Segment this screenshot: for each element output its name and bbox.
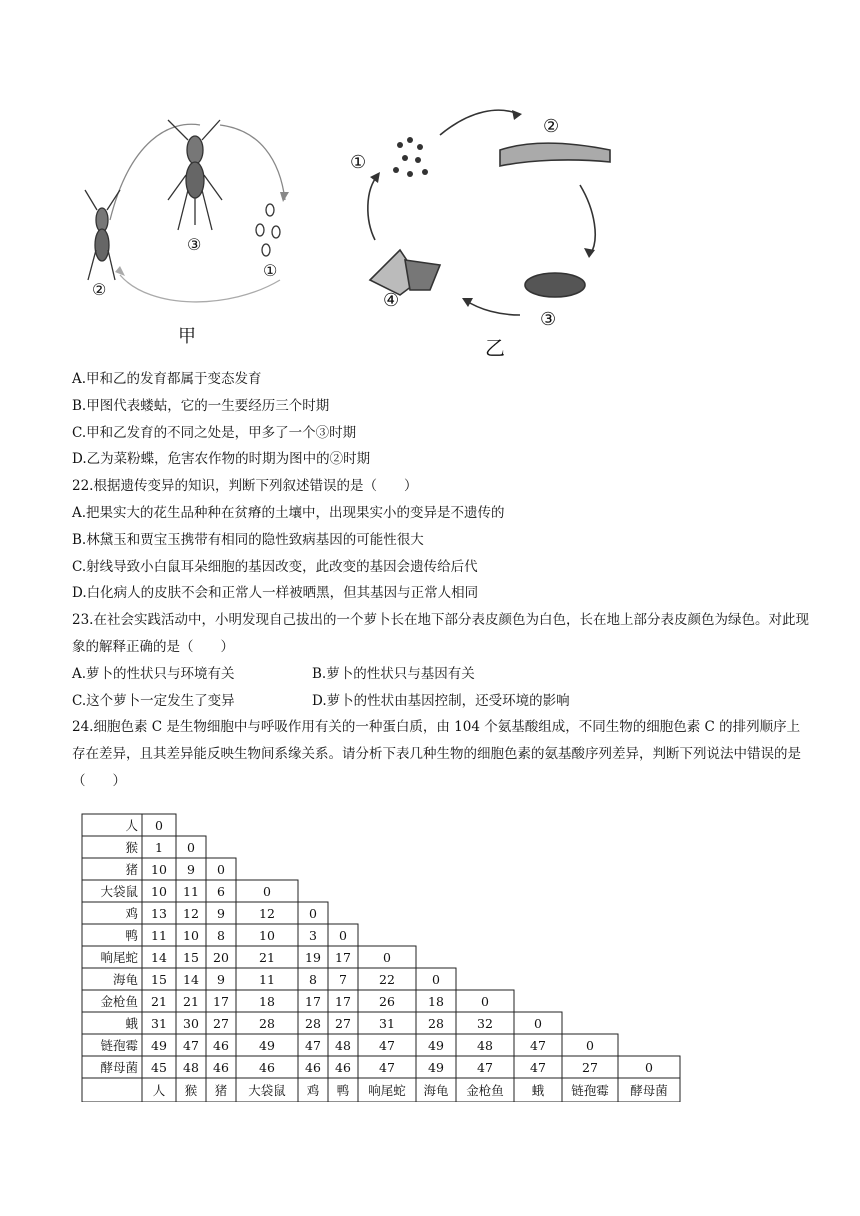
table-cell-value: 47 [477, 1060, 493, 1075]
figure-yi [368, 110, 610, 315]
q23-options-row-2 [72, 688, 812, 715]
table-col-header: 蛾 [531, 1083, 545, 1098]
table-cell-value: 49 [428, 1038, 444, 1053]
table-cell-value: 10 [151, 862, 167, 877]
table-cell-value: 27 [213, 1016, 229, 1031]
table-cell-value: 19 [305, 950, 321, 965]
table-cell-value: 15 [151, 972, 167, 987]
life-cycle-diagram [70, 80, 770, 365]
table-row-label: 人 [125, 818, 138, 833]
table-cell-value: 3 [309, 928, 317, 943]
table-cell-value: 0 [645, 1060, 653, 1075]
table-cell-value: 0 [432, 972, 440, 987]
table-cell-value: 27 [582, 1060, 598, 1075]
q21-option-a: A.甲和乙的发育都属于变态发育 [72, 371, 262, 387]
question-text [72, 366, 812, 795]
table-col-header: 海龟 [423, 1083, 449, 1098]
table-cell-value: 47 [305, 1038, 321, 1053]
table-cell-value: 13 [151, 906, 167, 921]
table-row-label: 酵母菌 [100, 1060, 138, 1075]
table-cell-value: 46 [335, 1060, 351, 1075]
pupa-icon [525, 273, 585, 297]
table-cell-value: 47 [379, 1038, 395, 1053]
table-cell-value: 31 [151, 1016, 167, 1031]
table-cell-value: 0 [217, 862, 225, 877]
table-col-header: 酵母菌 [630, 1083, 668, 1098]
table-cell-value: 47 [379, 1060, 395, 1075]
table-cell-value: 9 [217, 906, 225, 921]
table-cell-value: 46 [259, 1060, 275, 1075]
table-cell-value: 15 [183, 950, 199, 965]
table-cell-value: 0 [309, 906, 317, 921]
table-col-header: 人 [152, 1083, 166, 1098]
q23-stem: 23.在社会实践活动中，小明发现自己拔出的一个萝卜长在地下部分表皮颜色为白色，长在地上部分表皮颜色为绿色。对此现象的解释正确的是（ ） [72, 612, 809, 655]
q23-options-row-1 [72, 661, 812, 688]
table-cell-value: 48 [335, 1038, 351, 1053]
table-cell-value: 0 [155, 818, 163, 833]
table-col-header: 鸡 [306, 1083, 320, 1098]
stage-label-yi-4: ④ [383, 290, 400, 311]
q22-option-d: D.白化病人的皮肤不会和正常人一样被晒黑，但其基因与正常人相同 [72, 585, 479, 602]
q23-option-c: C.这个萝卜一定发生了变异 [72, 692, 235, 709]
table-cell-value: 7 [339, 972, 347, 987]
q22-option-c: C.射线导致小白鼠耳朵细胞的基因改变，此改变的基因会遗传给后代 [72, 558, 478, 575]
table-cell-value: 9 [187, 862, 195, 877]
table-cell-value: 22 [379, 972, 395, 987]
table-cell-value: 10 [183, 928, 199, 943]
table-cell-value: 47 [530, 1060, 546, 1075]
table-cell-value: 0 [263, 884, 271, 899]
table-row-label: 金枪鱼 [100, 994, 138, 1009]
butterfly-icon [370, 250, 440, 295]
q21-option-d: D.乙为菜粉蝶，危害农作物的时期为图中的②时期 [72, 451, 371, 468]
life-cycle-figures [70, 80, 770, 365]
table-cell-value: 11 [259, 972, 275, 987]
table-cell-value: 17 [335, 950, 351, 965]
table-cell-value: 21 [151, 994, 167, 1009]
table-cell-value: 48 [477, 1038, 493, 1053]
table-cell-value: 17 [305, 994, 321, 1009]
table-col-header: 猴 [184, 1083, 198, 1098]
q22-option-a: A.把果实大的花生品种种在贫瘠的土壤中，出现果实小的变异是不遗传的 [72, 504, 505, 521]
figure-jia [85, 120, 289, 302]
table-cell-value: 46 [213, 1038, 229, 1053]
eggs-icon [256, 204, 280, 256]
table-cell-value: 8 [217, 928, 225, 943]
table-cell-value: 0 [187, 840, 195, 855]
table-cell-value: 47 [183, 1038, 199, 1053]
table-cell-value: 1 [155, 840, 163, 855]
table-cell-value: 0 [383, 950, 391, 965]
table-cell-value: 14 [183, 972, 199, 987]
stage-label-jia-1: ① [263, 261, 278, 280]
stage-label-jia-3: ③ [187, 235, 202, 254]
table-cell-value: 28 [428, 1016, 444, 1031]
stage-label-yi-1: ① [350, 152, 367, 173]
table-cell-value: 49 [151, 1038, 167, 1053]
table-cell-value: 47 [530, 1038, 546, 1053]
table-row-label: 猴 [125, 840, 138, 855]
table-cell-value: 21 [183, 994, 199, 1009]
table-cell-value: 0 [481, 994, 489, 1009]
table-cell-value: 46 [213, 1060, 229, 1075]
table-col-header: 大袋鼠 [248, 1083, 286, 1098]
table-cell-value: 12 [259, 906, 275, 921]
table-cell-value: 48 [183, 1060, 199, 1075]
table-cell-value: 32 [477, 1016, 493, 1031]
table-row-label: 鸭 [125, 928, 138, 943]
table-cell-value: 11 [151, 928, 167, 943]
table-row-label: 链孢霉 [100, 1038, 138, 1053]
stage-label-yi-3: ③ [540, 309, 557, 330]
table-cell-value: 45 [151, 1060, 167, 1075]
q22-stem: 22.根据遗传变异的知识，判断下列叙述错误的是（ ） [72, 478, 418, 495]
table-cell-value: 49 [428, 1060, 444, 1075]
table-row-label: 响尾蛇 [100, 950, 138, 965]
figure-caption-jia: 甲 [178, 326, 196, 347]
table-cell-value: 46 [305, 1060, 321, 1075]
cytochrome-table-svg [78, 812, 708, 1102]
table-cell-value: 18 [259, 994, 275, 1009]
table-cell-value: 21 [259, 950, 275, 965]
table-cell-value: 10 [151, 884, 167, 899]
table-cell-value: 30 [183, 1016, 199, 1031]
stage-label-yi-2: ② [543, 116, 560, 137]
q21-option-c: C.甲和乙发育的不同之处是，甲多了一个③时期 [72, 424, 357, 441]
table-cell-value: 14 [151, 950, 167, 965]
table-row-label: 海龟 [112, 972, 138, 987]
table-cell-value: 12 [183, 906, 199, 921]
adult-cricket-icon [168, 120, 222, 230]
table-col-header: 链孢霉 [571, 1083, 609, 1098]
table-cell-value: 9 [217, 972, 225, 987]
table-corner-cell [82, 1078, 142, 1102]
table-col-header: 猪 [214, 1083, 228, 1098]
q22-option-b: B.林黛玉和贾宝玉携带有相同的隐性致病基因的可能性很大 [72, 531, 424, 548]
table-cell-value: 0 [534, 1016, 542, 1031]
table-cell-value: 49 [259, 1038, 275, 1053]
table-cell-value: 0 [586, 1038, 594, 1053]
larva-caterpillar-icon [500, 143, 610, 166]
table-cell-value: 20 [213, 950, 229, 965]
table-cell-value: 0 [339, 928, 347, 943]
table-col-header: 响尾蛇 [368, 1083, 406, 1098]
table-cell-value: 17 [335, 994, 351, 1009]
table-cell-value: 17 [213, 994, 229, 1009]
table-cell-value: 18 [428, 994, 444, 1009]
stage-label-jia-2: ② [92, 280, 107, 299]
table-cell-value: 26 [379, 994, 395, 1009]
table-col-header: 金枪鱼 [466, 1083, 504, 1098]
q24-stem: 24.细胞色素 C 是生物细胞中与呼吸作用有关的一种蛋白质，由 104 个氨基酸组成，不同生物的细胞色素 C 的排列顺序上存在差异，且其差异能反映生物间系缘关系。请分析下表几种生物的细胞色素的氨基酸序列差异，判断下列说法中错误的是（ ） [72, 719, 801, 789]
butterfly-eggs-icon [393, 137, 428, 177]
figure-caption-yi: 乙 [485, 336, 505, 360]
table-cell-value: 28 [259, 1016, 275, 1031]
table-cell-value: 27 [335, 1016, 351, 1031]
table-row-label: 大袋鼠 [100, 884, 138, 899]
table-col-header: 鸭 [336, 1083, 350, 1098]
table-cell-value: 8 [309, 972, 317, 987]
q23-option-d: D.萝卜的性状由基因控制，还受环境的影响 [312, 692, 570, 709]
q21-option-b: B.甲图代表蝼蛄，它的一生要经历三个时期 [72, 397, 330, 414]
table-row-label: 猪 [125, 862, 138, 877]
table-row-label: 鸡 [125, 906, 138, 921]
q23-option-a: A.萝卜的性状只与环境有关 [72, 665, 235, 682]
table-cell-value: 11 [183, 884, 199, 899]
table-row-label: 蛾 [125, 1016, 138, 1031]
table-cell-value: 10 [259, 928, 275, 943]
table-cell-value: 6 [217, 884, 225, 899]
q23-option-b: B.萝卜的性状只与基因有关 [312, 665, 475, 682]
cytochrome-table [78, 812, 708, 1102]
table-cell-value: 28 [305, 1016, 321, 1031]
table-cell-value: 31 [379, 1016, 395, 1031]
